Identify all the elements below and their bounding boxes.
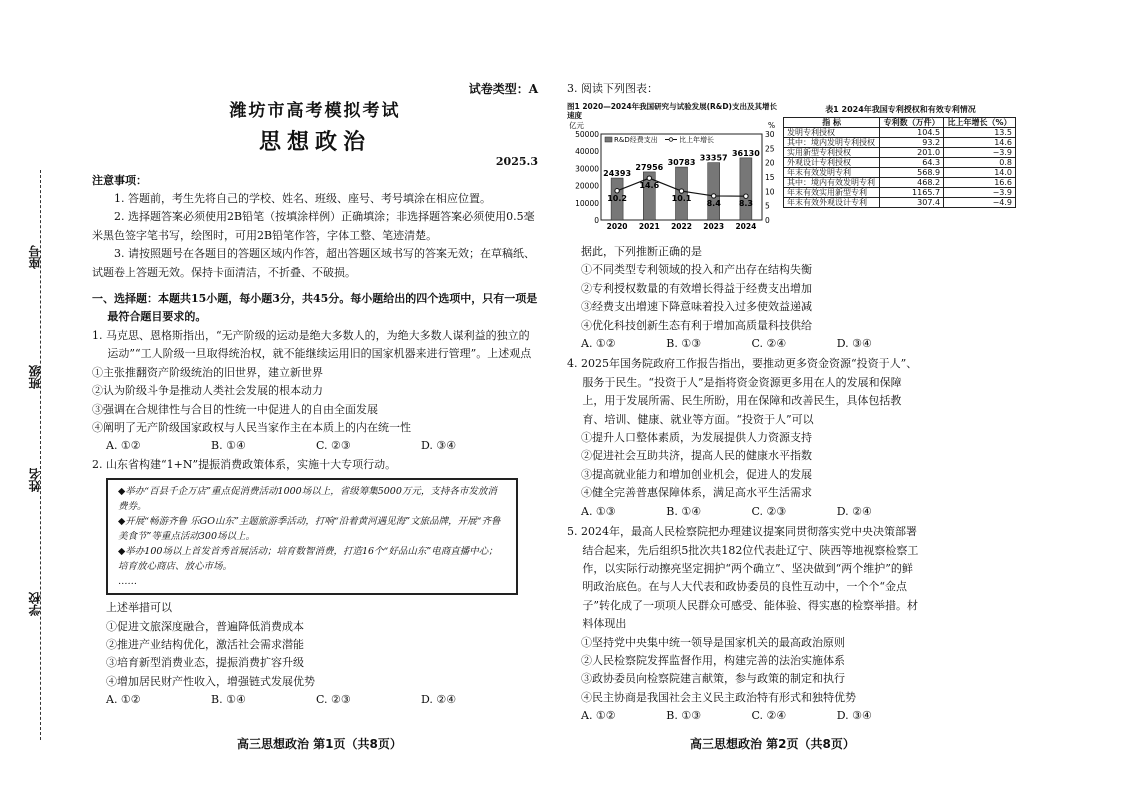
x-tick-label: 2023: [703, 222, 725, 231]
legend-line-label: 比上年增长: [679, 136, 714, 144]
table-cell: −4.9: [944, 198, 1016, 208]
q2-option: ②推进产业结构优化，激活社会需求潜能: [106, 637, 304, 651]
notice-item: 3. 请按照题号在各题目的答题区域内作答，超出答题区域书写的答案无效；在草稿纸、试题卷上答题无效。保持卡面清洁，不折叠、不破损。: [92, 247, 535, 279]
table-row: [784, 178, 1016, 188]
growth-value-label: 8.4: [706, 198, 721, 208]
section-title: 一、选择题：本题共15小题，每小题3分，共45分。每小题给出的四个选项中，只有一项是最符合题目要求的。: [92, 292, 538, 324]
exam-date: 2025.3: [495, 155, 538, 169]
table-cell: 14.6: [944, 138, 1016, 148]
growth-value-label: 10.2: [607, 193, 627, 203]
seat-label: 座号: [28, 245, 42, 269]
box-line: ◆举办100场以上首发首秀首展活动；培育数智消费，打造16个“好品山东”电商直播中心；培育放心商店、放心市场。: [118, 546, 498, 573]
table-cell: 其中：境内发明专利授权: [784, 138, 880, 148]
q1-option: ①主张推翻资产阶级统治的旧世界，建立新世界: [92, 365, 323, 379]
table-cell: 年末有效外观设计专利: [784, 198, 880, 208]
growth-point: [679, 189, 683, 193]
question-1-stem: 1. 马克思、恩格斯指出，“无产阶级的运动是绝大多数人的，为绝大多数人谋利益的独立的运动”“工人阶级一旦取得统治权，就不能继续运用旧的国家机器来进行管理”。上述观点: [92, 328, 532, 361]
growth-point: [712, 194, 716, 198]
table-cell: 外观设计专利授权: [784, 158, 880, 168]
question-4-stem: 4. 2025年国务院政府工作报告指出，要推动更多资金资源“投资于人”、服务于民生。“投资于人”是指将资金资源更多用在人的发展和保障上，用于发展所需、民生所盼，用在保障和改善民生，具体包括教育、培训、健康、就业等方面。“投资于人”可以: [567, 357, 918, 426]
table-cell: 568.9: [880, 168, 944, 178]
q2-material-box: [106, 478, 518, 595]
question-2-stem: 2. 山东省构建“1+N”提振消费政策体系，实施十大专项行动。: [92, 457, 397, 471]
q3-choices: [567, 335, 922, 353]
y-tick-label: 40000: [575, 147, 599, 157]
subject-title: 思想政治: [258, 128, 371, 155]
table-cell: 13.5: [944, 128, 1016, 138]
q2-lead: 上述举措可以: [106, 601, 172, 615]
bar: [740, 158, 752, 220]
choice-c[interactable]: C. ②④: [751, 337, 787, 351]
choice-b[interactable]: B. ①④: [211, 439, 246, 453]
notice-item: 2. 选择题答案必须使用2B铅笔（按填涂样例）正确填涂；非选择题答案必须使用0.5毫米黑色签字笔书写，绘图时，可用2B铅笔作答，字体工整、笔迹清楚。: [92, 210, 535, 242]
q5-choices: [567, 707, 922, 725]
choice-d[interactable]: D. ②④: [421, 693, 457, 707]
choice-d[interactable]: D. ③④: [836, 709, 872, 723]
bar: [708, 163, 720, 220]
y-tick-label: 20000: [575, 181, 599, 191]
table-title: 表1 2024年我国专利授权和有效专利情况: [825, 105, 976, 114]
box-line: ……: [118, 576, 137, 588]
q2-option: ④增加居民财产性收入，增强链式发展优势: [106, 674, 315, 688]
table-cell: 0.8: [944, 158, 1016, 168]
q2-option: ③培育新型消费业态，提振消费扩容升级: [106, 656, 304, 670]
table-row: [784, 158, 1016, 168]
table-row: [784, 188, 1016, 198]
growth-point: [615, 189, 619, 193]
growth-value-label: 10.1: [671, 194, 692, 204]
choice-b[interactable]: B. ①③: [666, 337, 702, 351]
choice-c[interactable]: C. ②④: [751, 709, 787, 723]
q3-option: ③经费支出增速下降意味着投入过多使效益递减: [581, 300, 812, 314]
table-cell: 93.2: [880, 138, 944, 148]
q5-option: ③政协委员向检察院建言献策，参与政策的制定和执行: [581, 672, 845, 686]
table-cell: 1165.7: [880, 188, 944, 198]
q5-option: ②人民检察院发挥监督作用，构建完善的法治实施体系: [581, 653, 845, 667]
q2-choices: [92, 691, 538, 709]
x-tick-label: 2020: [606, 222, 628, 231]
y-tick-label: 50000: [575, 130, 599, 139]
legend-line-marker: [669, 138, 673, 142]
y2-axis-label: %: [768, 121, 776, 130]
q4-option: ①提升人口整体素质，为发展提供人力资源支持: [581, 431, 812, 445]
table-cell: 64.3: [880, 158, 944, 168]
table-cell: −3.9: [944, 148, 1016, 158]
paper-type: 试卷类型：A: [468, 82, 538, 96]
choice-a[interactable]: A. ①②: [106, 439, 141, 453]
q4-choices: [567, 503, 922, 521]
bar-value-label: 30783: [667, 158, 696, 168]
q3-option: ①不同类型专利领域的投入和产出存在结构失衡: [581, 263, 812, 277]
legend-bar-label: R&D经费支出: [614, 136, 658, 144]
q4-option: ③提高就业能力和增加创业机会，促进人的发展: [581, 467, 812, 481]
table-cell: 其中：境内有效发明专利: [784, 178, 880, 188]
table-cell: 发明专利授权: [784, 128, 880, 138]
table-row: [784, 168, 1016, 178]
chart-title: 图1 2020—2024年我国研究与试验发展(R&D)支出及其增长速度: [567, 102, 777, 120]
right-page-body: [567, 243, 922, 726]
legend-bar-swatch: [605, 137, 612, 142]
table-cell: 实用新型专利授权: [784, 148, 880, 158]
q1-choices: [92, 437, 538, 455]
question-5-stem: 5. 2024年，最高人民检察院把办理建议提案同贯彻落实党中央决策部署结合起来，先后组织5批次共182位代表赴辽宁、陕西等地视察检察工作，以实际行动擦亮坚定拥护“两个确立”、坚决做到“两个维护”的鲜明政治底色。在与人大代表和政协委员的良性互动中，一个个“金点子”转化成了一项项人民群众可感受、能体验、得实惠的检察举措。材料体现出: [567, 525, 919, 631]
table-cell: 16.6: [944, 178, 1016, 188]
q3-option: ④优化科技创新生态有利于增加高质量科技供给: [581, 318, 812, 332]
q2-option: ①促进文旅深度融合，普遍降低消费成本: [106, 619, 304, 633]
bar-value-label: 33357: [699, 153, 728, 163]
q1-option: ③强调在合规律性与合目的性统一中促进人的自由全面发展: [92, 402, 378, 416]
y2-tick-label: 10: [765, 187, 775, 197]
right-page: [567, 80, 922, 98]
footer-right: 高三思想政治 第2页（共8页）: [690, 737, 855, 751]
x-tick-label: 2024: [735, 222, 757, 231]
y2-tick-label: 5: [765, 201, 770, 211]
q1-option: ④阐明了无产阶级国家政权与人民当家作主在本质上的内在统一性: [92, 420, 411, 434]
choice-a[interactable]: A. ①③: [581, 504, 616, 518]
name-label: 姓名: [28, 468, 42, 492]
q1-option: ②认为阶级斗争是推动人类社会发展的根本动力: [92, 384, 323, 398]
choice-b[interactable]: B. ①④: [666, 504, 702, 518]
q4-option: ④健全完善普惠保障体系，满足高水平生活需求: [581, 486, 812, 500]
q4-option: ②促进社会互助共济，提高人民的健康水平指数: [581, 449, 812, 463]
table-cell: −3.9: [944, 188, 1016, 198]
y-tick-label: 0: [594, 216, 599, 225]
footer-left: 高三思想政治 第1页（共8页）: [237, 737, 402, 751]
bar-value-label: 24393: [603, 169, 632, 179]
q5-option: ①坚持党中央集中统一领导是国家机关的最高政治原则: [581, 635, 845, 649]
bar-value-label: 27956: [635, 162, 664, 172]
table-row: [784, 198, 1016, 208]
choice-c[interactable]: C. ②③: [751, 504, 787, 518]
table-row: [784, 148, 1016, 158]
chart-svg: [567, 120, 782, 232]
choice-a[interactable]: A. ①②: [106, 693, 141, 707]
table-header: 专利数（万件）: [880, 118, 944, 128]
table-cell: 年末有效发明专利: [784, 168, 880, 178]
choice-a[interactable]: A. ①②: [581, 709, 616, 723]
table-cell: 14.0: [944, 168, 1016, 178]
growth-point: [744, 194, 748, 198]
choice-d[interactable]: D. ③④: [836, 337, 872, 351]
choice-c[interactable]: C. ②③: [316, 439, 351, 453]
choice-c[interactable]: C. ②③: [316, 693, 351, 707]
table-header: 指 标: [784, 118, 880, 128]
patent-table-block: [783, 104, 1018, 208]
growth-value-label: 14.6: [639, 181, 660, 191]
notice-title: 注意事项：: [92, 173, 147, 187]
y-tick-label: 30000: [575, 164, 599, 174]
q5-option: ④民主协商是我国社会主义民主政治特有形式和独特优势: [581, 690, 856, 704]
choice-a[interactable]: A. ①②: [581, 337, 616, 351]
left-page: [92, 80, 538, 710]
table-header: 比上年增长（%）: [944, 118, 1016, 128]
table-cell: 468.2: [880, 178, 944, 188]
class-label: 班级: [28, 365, 42, 389]
school-label: 学校: [28, 592, 42, 616]
y2-tick-label: 25: [765, 144, 775, 154]
y2-tick-label: 20: [765, 158, 775, 168]
x-tick-label: 2022: [671, 222, 692, 231]
choice-b[interactable]: B. ①③: [666, 709, 702, 723]
notice-item: 1. 答题前，考生先将自己的学校、姓名、班级、座号、考号填涂在相应位置。: [114, 192, 491, 206]
table-cell: 104.5: [880, 128, 944, 138]
y2-tick-label: 0: [765, 216, 770, 225]
choice-d[interactable]: D. ③④: [421, 439, 457, 453]
box-line: ◆举办“百县千企万店”重点促消费活动1000场以上，省级筹集5000万元，支持各市发放消费券。: [118, 486, 497, 513]
rd-chart: [567, 102, 782, 232]
table-row: [784, 128, 1016, 138]
q3-option: ②专利授权数量的有效增长得益于经费支出增加: [581, 281, 812, 295]
y-axis-label: 亿元: [569, 121, 584, 130]
choice-d[interactable]: D. ②④: [836, 504, 872, 518]
q3-lead: 据此，下列推断正确的是: [581, 245, 702, 258]
y2-tick-label: 15: [765, 173, 775, 182]
x-tick-label: 2021: [638, 222, 660, 231]
table-cell: 307.4: [880, 198, 944, 208]
bar-value-label: 36130: [731, 148, 760, 158]
choice-b[interactable]: B. ①④: [211, 693, 246, 707]
table-cell: 201.0: [880, 148, 944, 158]
table-row: [784, 138, 1016, 148]
y-tick-label: 10000: [575, 198, 599, 208]
growth-value-label: 8.3: [738, 199, 753, 209]
question-3-stem: 3. 阅读下列图表：: [567, 82, 658, 95]
table-cell: 年末有效实用新型专利: [784, 188, 880, 198]
growth-point: [647, 176, 651, 180]
patent-table: [783, 117, 1016, 208]
exam-name: 潍坊市高考模拟考试: [229, 101, 401, 122]
y2-tick-label: 30: [765, 130, 775, 139]
box-line: ◆开展“畅游齐鲁 乐GO山东”主题旅游季活动，打响“沿着黄河遇见海”文旅品牌，开展“齐鲁美食节”等重点活动300场以上。: [118, 516, 501, 543]
